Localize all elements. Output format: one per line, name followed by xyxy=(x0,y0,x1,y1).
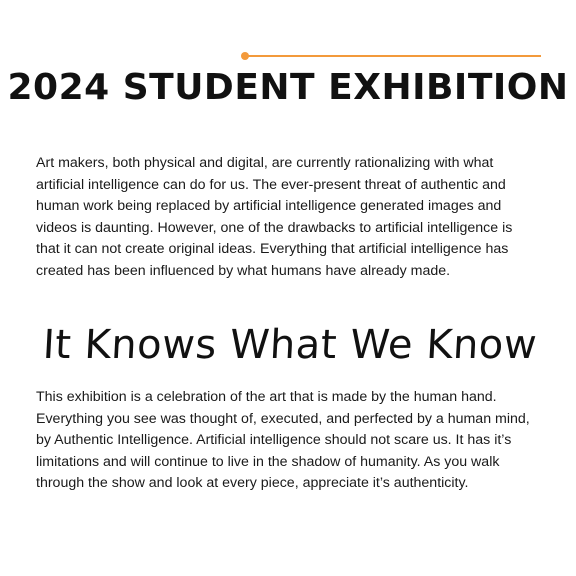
accent-rule xyxy=(245,55,541,57)
intro-paragraph: Art makers, both physical and digital, are currently rationalizing with what artificial intelligence can do for us. The ever-present threat of authentic and human work being replaced by artificial intelligence generated images and videos is daunting. However, one of the drawbacks to artificial intelligence is that it can not create original ideas. Everything that artificial intelligence has created has been influenced by what humans have already made. xyxy=(36,155,513,279)
tagline-handwritten: It Knows What We Know xyxy=(41,322,539,368)
page-title: 2024 STUDENT EXHIBITION xyxy=(7,67,569,108)
closing-paragraph: This exhibition is a celebration of the art that is made by the human hand. Everything you see was thought of, executed, and perfected by a human mind, by Authentic Intelligence. Artificial intelligence should not scare us. It has it’s limitations and will continue to live in the shadow of humanity. As you walk through the show and look at every piece, appreciate it’s authenticity. xyxy=(36,389,530,491)
